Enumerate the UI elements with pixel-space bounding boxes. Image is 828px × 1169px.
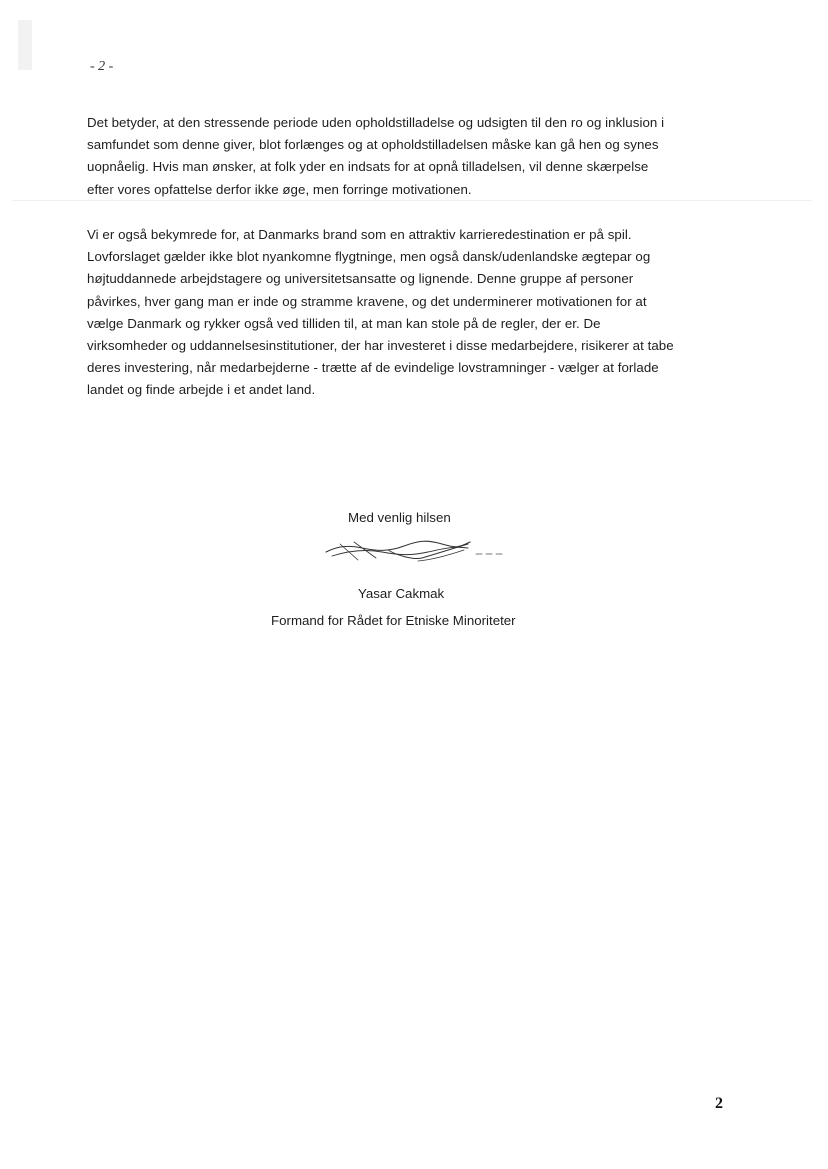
body-paragraph xyxy=(87,112,735,201)
text-line: deres investering, når medarbejderne - trætte af de evindelige lovstramninger - vælger at forlade xyxy=(87,360,659,376)
signer-title: Formand for Rådet for Etniske Minoriteter xyxy=(271,613,516,628)
text-line: vælge Danmark og rykker også ved tilliden til, at man kan stole på de regler, der er. De xyxy=(87,315,601,331)
text-line: påvirkes, hver gang man er inde og stramme kravene, og det underminerer motivationen for at xyxy=(87,293,647,309)
text-line: Lovforslaget gælder ikke blot nyankomne flygtninge, men også dansk/udenlandske ægtepar og xyxy=(87,249,651,265)
page-number: 2 xyxy=(715,1095,723,1112)
text-line: Det betyder, at den stressende periode uden opholdstilladelse og udsigten til den ro og inklusion i xyxy=(87,115,665,130)
text-line: virksomheder og uddannelsesinstitutioner, der har investeret i disse medarbejdere, risikerer at tabe xyxy=(87,338,674,354)
signer-name: Yasar Cakmak xyxy=(358,586,445,601)
scan-artifact xyxy=(18,20,32,70)
page-marker-top: - 2 - xyxy=(90,59,114,74)
text-line: uopnåelig. Hvis man ønsker, at folk yder en indsats for at opnå tilladelsen, vil denne skærpelse xyxy=(87,159,649,175)
handwritten-signature xyxy=(318,530,508,570)
closing-salutation: Med venlig hilsen xyxy=(348,510,451,525)
text-line: Vi er også bekymrede for, at Danmarks brand som en attraktiv karrieredestination er på spil. xyxy=(87,227,632,242)
text-line: landet og finde arbejde i et andet land. xyxy=(87,382,316,398)
text-line: højtuddannede arbejdstagere og universitetsansatte og lignende. Denne gruppe af personer xyxy=(87,271,634,287)
text-line: efter vores opfattelse derfor ikke øge, men forringe motivationen. xyxy=(87,181,472,197)
body-paragraph xyxy=(87,224,735,402)
text-line: samfundet som denne giver, blot forlænges og at opholdstilladelsen måske kan gå hen og synes xyxy=(87,137,659,153)
